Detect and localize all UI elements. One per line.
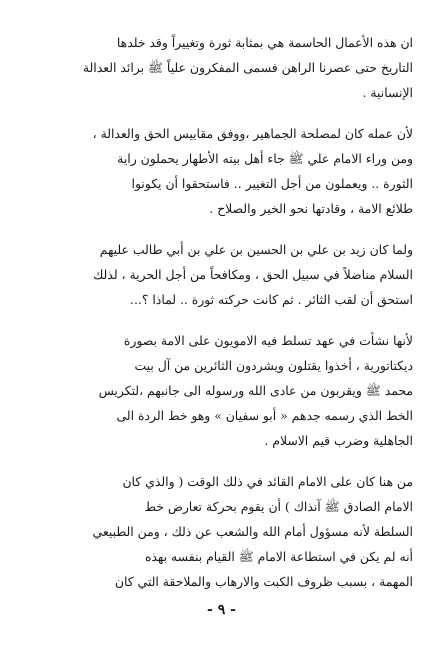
text-line: محمد ﷺ ويقربون من عادى الله ورسوله الى جانبهم ،لتكريس: [98, 383, 413, 398]
text-line: التاريخ حتى عصرنا الراهن فسمى المفكرون علياً ﷺ برائد العدالة: [82, 60, 413, 75]
paragraph-5: [28, 469, 413, 594]
text-line: من هنا كان على الامام القائد في ذلك الوقت ( والذي كان: [122, 474, 413, 489]
text-line: الخط الذي رسمه جدهم « أبو سفيان » وهو خط الردة الى: [116, 408, 413, 423]
text-line: ولما كان زيد بن علي بن الحسين بن علي بن أبي طالب عليهم: [99, 242, 413, 257]
text-line: المهمة ، بسبب ظروف الكبت والارهاب والملاحقة التي كان: [114, 574, 413, 589]
text-line: لأن عمله كان لمصلحة الجماهير ،ووفق مقاييس الحق والعدالة ،: [92, 126, 413, 141]
page-body: [28, 30, 413, 610]
paragraph-4: [28, 328, 413, 453]
text-line: لأنها نشأت في عهد تسلط فيه الامويون على الامة بصورة: [123, 333, 413, 348]
text-line: الثورة .. ويعملون من أجل التغيير .. فاستحقوا أن يكونوا: [131, 176, 413, 191]
paragraph-3: [28, 237, 413, 312]
text-line: أنه لم يكن في استطاعة الامام ﷺ القيام بنفسه بهذه: [144, 549, 413, 564]
text-line: الامام الصادق ﷺ آنذاك ) أن يقوم بحركة تعارض خط: [144, 499, 413, 514]
text-line: الإنسانية .: [362, 85, 413, 100]
text-line: ومن وراء الامام علي ﷺ جاء أهل بيته الأطهار يحملون راية: [117, 151, 413, 166]
text-line: ديكتاتورية ، أخذوا يقتلون ويشردون الثائرين من آل بيت: [134, 358, 413, 373]
text-line: طلائع الامة ، وقادتها نحو الخير والصلاح .: [209, 201, 413, 216]
paragraph-1: [28, 30, 413, 105]
page-number: - ٩ -: [207, 602, 236, 618]
text-line: السلام مناضلاً في سبيل الحق ، ومكافحاً من أجل الحرية ، لذلك: [93, 267, 413, 282]
text-line: السلطة لأنه مسؤول أمام الله والشعب عن ذلك ، ومن الطبيعي: [92, 524, 413, 539]
text-line: ان هذه الأعمال الحاسمة هي بمثابة ثورة وتغييراً وقد خلدها: [116, 35, 413, 50]
paragraph-2: [28, 121, 413, 221]
text-line: استحق أن لقب الثائر . ثم كانت حركته ثورة .. لماذا ؟...: [130, 292, 413, 307]
text-line: الجاهلية وضرب قيم الاسلام .: [264, 433, 413, 448]
